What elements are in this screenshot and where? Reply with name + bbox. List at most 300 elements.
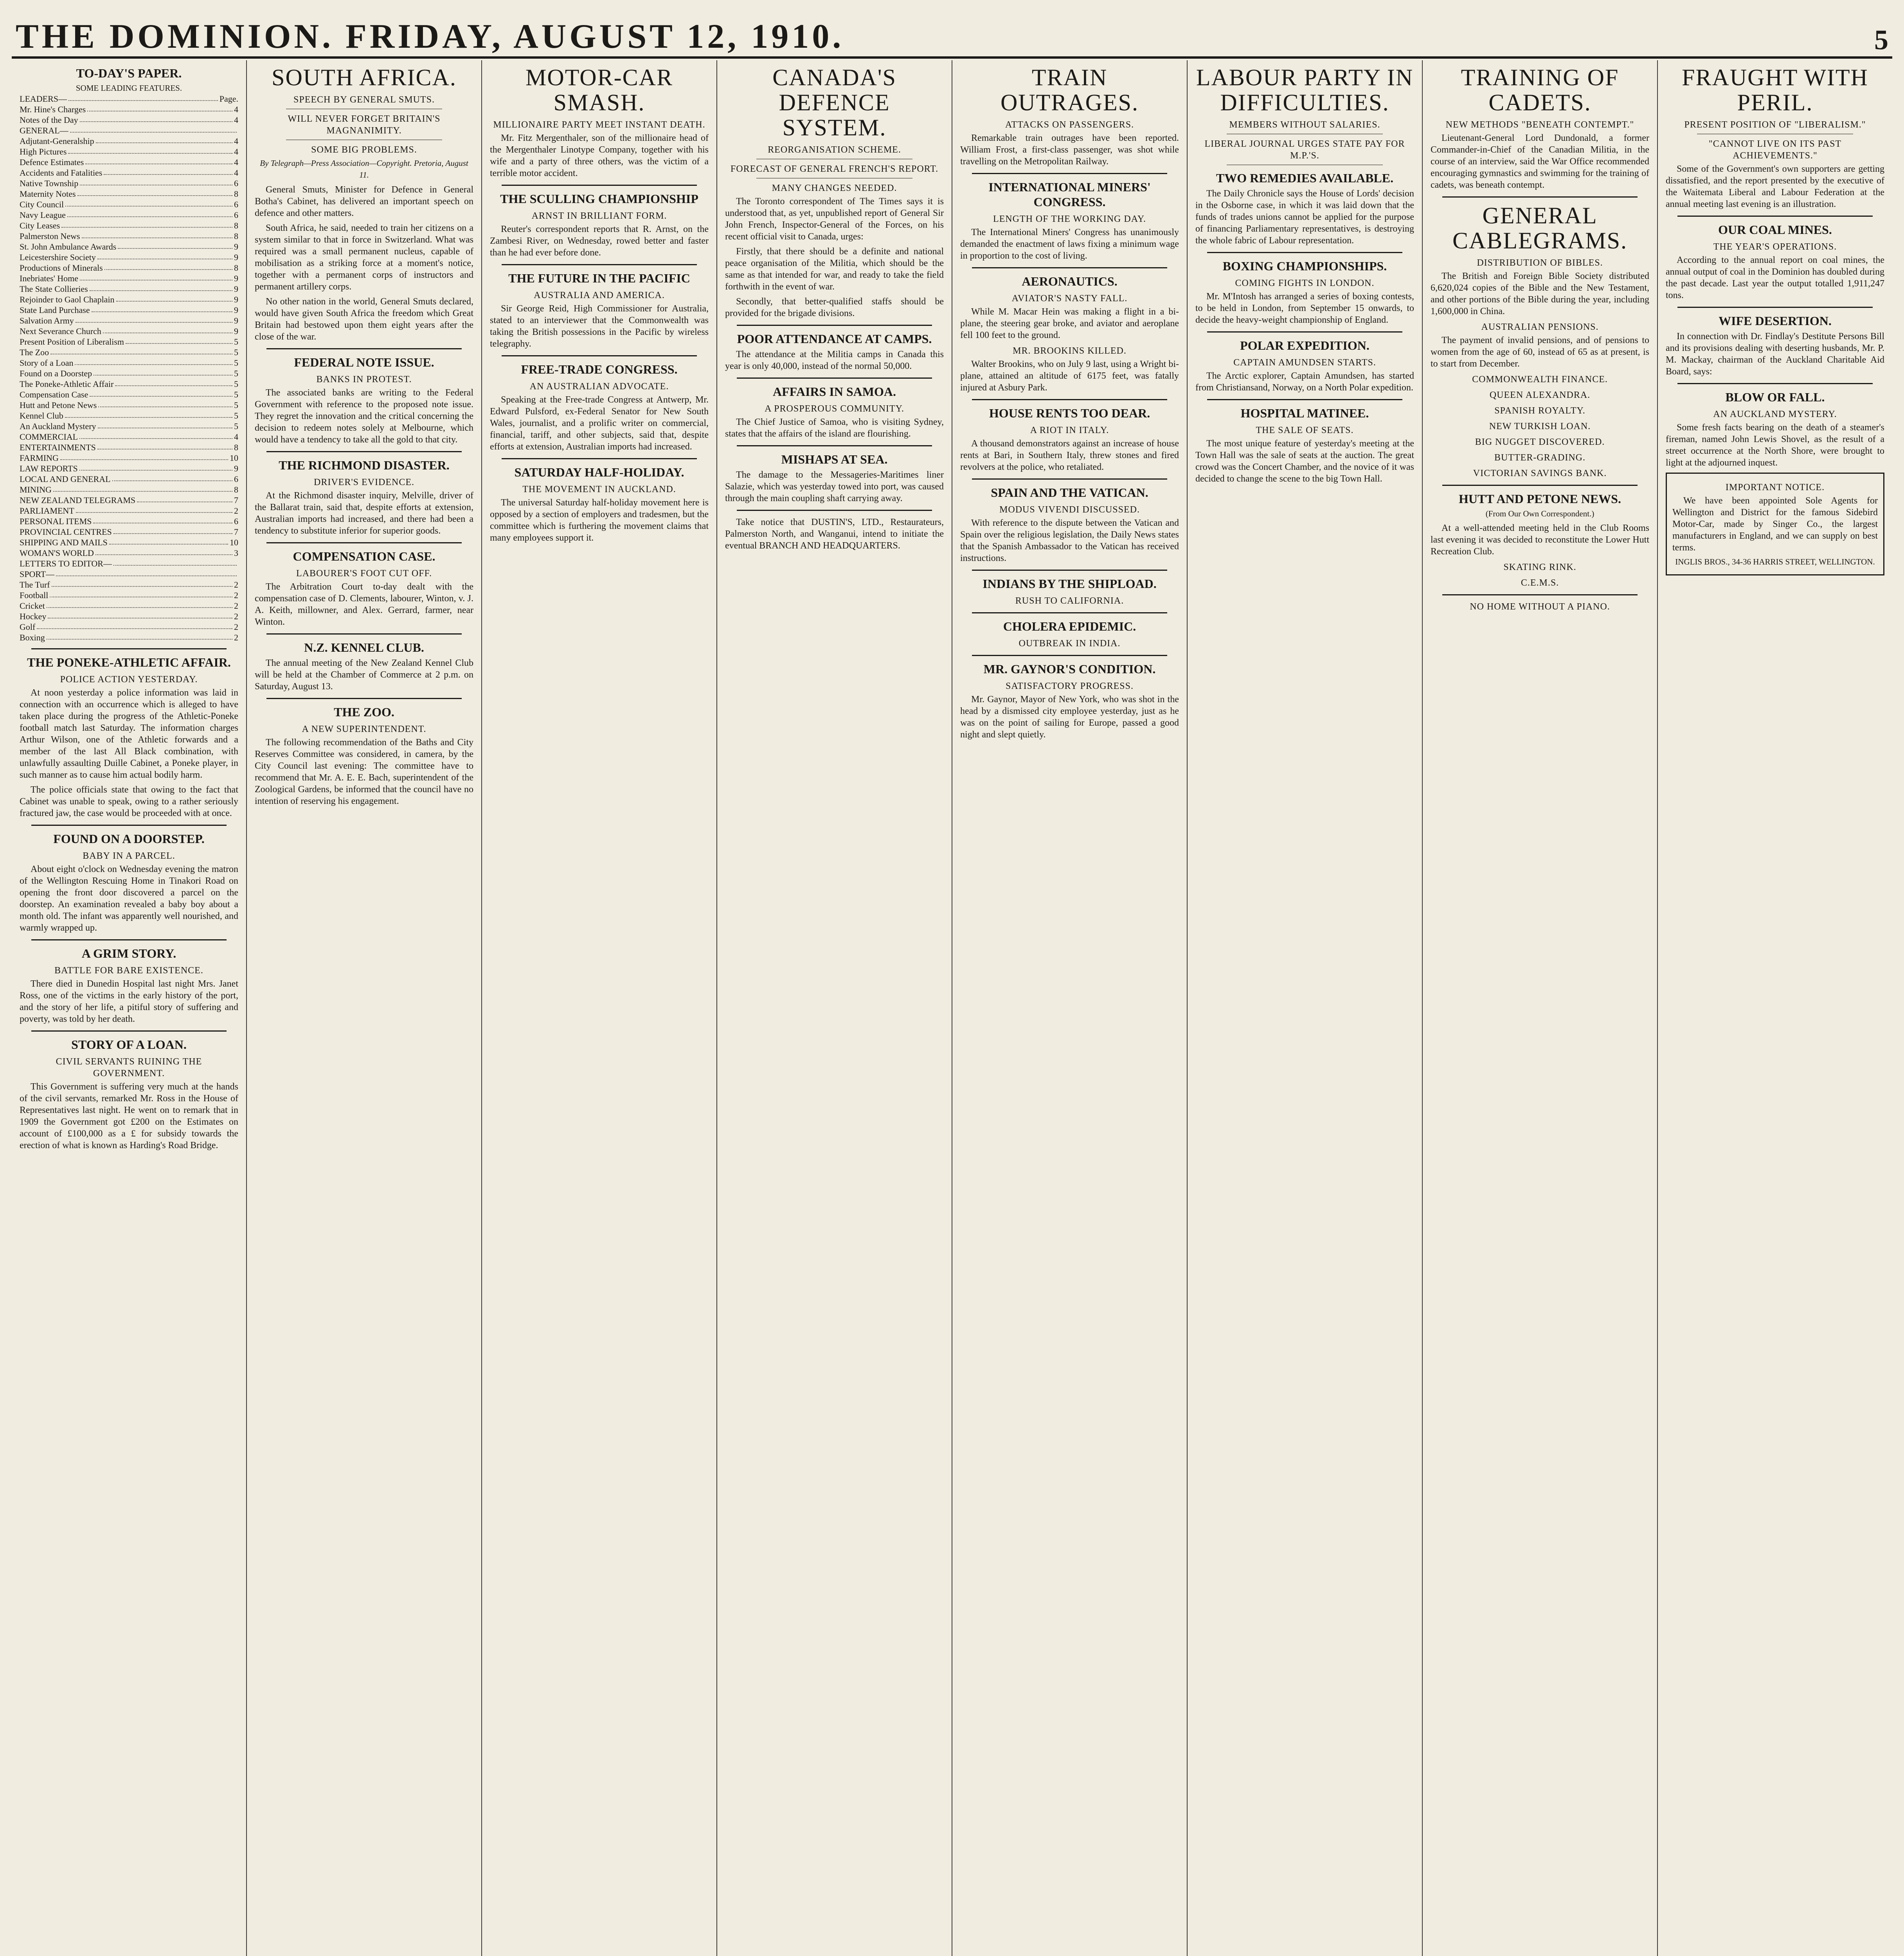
article-paragraph: The payment of invalid pensions, and of pensions to women from the age of 60, instead of 65 as at present, is to start from December. xyxy=(1431,335,1649,369)
leader-dots xyxy=(97,442,232,449)
leader-dots xyxy=(85,157,232,164)
index-item-label: Adjutant-Generalship xyxy=(20,136,94,146)
leader-dots xyxy=(68,93,218,101)
index-item xyxy=(20,537,238,548)
index-item-page: 5 xyxy=(234,379,238,389)
index-item xyxy=(20,189,238,199)
article-subheading: AUSTRALIAN PENSIONS. xyxy=(1481,322,1599,332)
leader-dots xyxy=(97,252,232,259)
article-paragraph: The International Miners' Congress has unanimously demanded the enactment of laws fixing a minimum wage in proportion to the cost of living. xyxy=(960,227,1179,261)
article-subheading: BANKS IN PROTEST. xyxy=(316,374,412,385)
index-item xyxy=(20,358,238,368)
article-paragraph: The following recommendation of the Baths and City Reserves Committee was considered, in camera, by the City Council last evening: The committee have to recommend that Mr. A. E. E. Bach, superintendent of the Zoological Gardens, be informed that the council have no intention of reserving his engagement. xyxy=(255,737,473,806)
index-item xyxy=(20,241,238,252)
index-item-label: An Auckland Mystery xyxy=(20,421,96,431)
divider xyxy=(31,1030,227,1032)
article-paragraph: Some of the Government's own supporters are getting dissatisfied, and the report presented by the executive of the Waitemata Liberal and Labour Federation at the annual meeting last evening is an illustration. xyxy=(1666,164,1884,209)
article-subheading: REORGANISATION SCHEME. xyxy=(768,145,901,155)
article-headline: AFFAIRS IN SAMOA. xyxy=(773,385,896,399)
article-headline: TRAINING OF CADETS. xyxy=(1461,65,1619,115)
article-subheading: MR. BROOKINS KILLED. xyxy=(1013,346,1127,356)
index-item xyxy=(20,600,238,611)
article-paragraph: The police officials state that owing to the fact that Cabinet was unable to speak, owing to a rather seriously fractured jaw, the case would be proceeded with at once. xyxy=(20,785,238,818)
index-item-page: 10 xyxy=(230,453,238,463)
index-item-page: 9 xyxy=(234,316,238,325)
index-item-page: 8 xyxy=(234,263,238,273)
article-subheading: MODUS VIVENDI DISCUSSED. xyxy=(999,505,1140,515)
index-item-label: Hockey xyxy=(20,611,47,621)
divider xyxy=(737,325,932,326)
index-item xyxy=(20,199,238,210)
index-item-page: 9 xyxy=(234,464,238,473)
index-item-page: 5 xyxy=(234,358,238,368)
index-item-page: 2 xyxy=(234,633,238,642)
article-headline: THE ZOO. xyxy=(334,705,394,719)
leader-dots xyxy=(113,558,237,566)
index-item xyxy=(20,611,238,622)
article-subheading: A PROSPEROUS COMMUNITY. xyxy=(765,404,904,414)
article-subheading: SOME BIG PROBLEMS. xyxy=(311,145,417,155)
index-subheading: SOME LEADING FEATURES. xyxy=(76,83,182,93)
index-item xyxy=(20,294,238,305)
divider xyxy=(502,458,697,459)
article-paragraph: There died in Dunedin Hospital last night Mrs. Janet Ross, one of the victims in the early history of the port, and the story of her life, a pitiful story of suffering and poverty, was told by her death. xyxy=(20,979,238,1024)
index-item-label: City Council xyxy=(20,200,64,209)
index-item-page: 6 xyxy=(234,178,238,188)
article-headline: BOXING CHAMPIONSHIPS. xyxy=(1222,259,1387,273)
index-item-page: 4 xyxy=(234,136,238,146)
index-item xyxy=(20,400,238,410)
leader-dots xyxy=(76,315,232,323)
leader-dots xyxy=(70,125,237,133)
article-subheading: BABY IN A PARCEL. xyxy=(83,851,175,861)
index-item-page: 9 xyxy=(234,295,238,304)
article-subheading: OUTBREAK IN INDIA. xyxy=(1019,638,1121,649)
notice-text: We have been appointed Sole Agents for Wellington and District for the famous Sidebird Motor-Car, made by Singer Co., the largest manufacturers in England, and we can supply on best terms. xyxy=(1672,496,1878,553)
index-item-page: 4 xyxy=(234,432,238,442)
article-headline: LABOUR PARTY IN DIFFICULTIES. xyxy=(1196,65,1414,115)
article-subheading: AVIATOR'S NASTY FALL. xyxy=(1011,293,1128,304)
article-subheading: COMING FIGHTS IN LONDON. xyxy=(1235,278,1375,288)
index-item-label: Present Position of Liberalism xyxy=(20,337,124,347)
article-subheading: MEMBERS WITHOUT SALARIES. xyxy=(1229,120,1380,130)
index-item-page: 2 xyxy=(234,611,238,621)
article-headline: HOSPITAL MATINEE. xyxy=(1240,406,1369,420)
leader-dots xyxy=(56,569,237,576)
leader-dots xyxy=(98,421,232,428)
leader-dots xyxy=(92,305,232,312)
advertisement: Take notice that DUSTIN'S, LTD., Restaurateurs, Palmerston North, and Wanganui, intend to initiate the eventual BRANCH AND HEADQUARTERS. xyxy=(725,517,944,551)
article-subheading: BATTLE FOR BARE EXISTENCE. xyxy=(54,965,203,976)
index-item-label: PROVINCIAL CENTRES xyxy=(20,527,112,537)
index-item-page: Page. xyxy=(219,94,238,104)
divider xyxy=(972,570,1167,571)
index-item-page: 4 xyxy=(234,115,238,125)
article-headline: INTERNATIONAL MINERS' CONGRESS. xyxy=(988,180,1151,209)
columns xyxy=(12,60,1892,1956)
article-subheading: A NEW SUPERINTENDENT. xyxy=(302,724,427,734)
index-item-page: 2 xyxy=(234,622,238,632)
index-item xyxy=(20,410,238,421)
column-1 xyxy=(12,60,246,1956)
article-headline: INDIANS BY THE SHIPLOAD. xyxy=(983,577,1157,591)
article-subheading: TWO REMEDIES AVAILABLE. xyxy=(1216,171,1394,185)
index-item-page: 5 xyxy=(234,337,238,347)
article-paragraph: Remarkable train outrages have been reported. William Frost, a first-class passenger, was shot while travelling on the Metropolitan Railway. xyxy=(960,133,1179,167)
index-item xyxy=(20,125,238,136)
article-paragraph: This Government is suffering very much at the hands of the civil servants, remarked Mr. Ross in the House of Representatives last night. He went on to remark that in 1909 the Government got £200 on the Estimates on account of £100,000 as a £ for subsidy towards the erection of what is known as Harding's Road Bridge. xyxy=(20,1082,238,1151)
index-item xyxy=(20,347,238,358)
article-subheading: THE SALE OF SEATS. xyxy=(1256,425,1354,435)
leader-dots xyxy=(95,548,232,555)
column-7 xyxy=(1422,60,1657,1956)
index-item-page: 9 xyxy=(234,242,238,252)
index-item xyxy=(20,463,238,474)
article-paragraph: At a well-attended meeting held in the Club Rooms last evening it was decided to reconstitute the Lower Hutt Recreation Club. xyxy=(1431,523,1649,557)
article-headline: AERONAUTICS. xyxy=(1022,274,1118,288)
divider xyxy=(737,378,932,379)
divider xyxy=(972,655,1167,656)
index-item-label: LAW REPORTS xyxy=(20,464,78,473)
index-item xyxy=(20,326,238,336)
index-item-page: 6 xyxy=(234,516,238,526)
article-paragraph: The Arctic explorer, Captain Amundsen, has started from Christiansand, Norway, on a North Polar expedition. xyxy=(1195,371,1414,393)
divider xyxy=(31,939,227,940)
masthead-title: THE DOMINION. FRIDAY, AUGUST 12, 1910. xyxy=(16,18,844,56)
article-paragraph: The Arbitration Court to-day dealt with the compensation case of D. Clements, labourer, Winton, v. J. A. Keith, millowner, and Alex. Gerrard, farmer, near Winton. xyxy=(255,582,473,627)
index-item-page: 5 xyxy=(234,369,238,378)
index-item-page: 10 xyxy=(230,538,238,547)
leader-dots xyxy=(75,358,232,365)
index-item-label: PERSONAL ITEMS xyxy=(20,516,92,526)
index-item-label: Accidents and Fatalities xyxy=(20,168,103,178)
article-headline: A GRIM STORY. xyxy=(81,946,176,960)
index-item-label: Football xyxy=(20,590,49,600)
article-headline: HUTT AND PETONE NEWS. xyxy=(1459,492,1621,506)
article-paragraph: In connection with Dr. Findlay's Destitute Persons Bill and its provisions dealing with deserting husbands, Mr. P. M. Mackay, chairman of the Auckland Charitable Aid Board, says: xyxy=(1666,331,1884,377)
article-paragraph: Secondly, that better-qualified staffs should be provided for the brigade divisions. xyxy=(725,297,944,318)
divider xyxy=(502,355,697,356)
article-subheading: NEW TURKISH LOAN. xyxy=(1489,421,1591,431)
article-paragraph: Firstly, that there should be a definite and national peace organisation of the Militia, which should be the same as that intended for war, and ready to take the field forthwith in the event of war. xyxy=(725,246,944,292)
divider xyxy=(972,478,1167,480)
article-subheading: QUEEN ALEXANDRA. xyxy=(1489,390,1591,400)
article-subheading: COMMONWEALTH FINANCE. xyxy=(1472,374,1608,385)
index-item xyxy=(20,548,238,558)
article-subheading: DISTRIBUTION OF BIBLES. xyxy=(1477,258,1603,268)
leader-dots xyxy=(93,516,232,523)
index-item xyxy=(20,93,238,104)
leader-dots xyxy=(104,167,232,175)
article-paragraph: At noon yesterday a police information was laid in connection with an occurrence which is alleged to have taken place during the progress of the Athletic-Poneke football match last Saturday. The information charges Arthur Wilson, one of the Athletic forwards and a member of the last All Black combination, with unlawfully assaulting Duille Cabinet, a Poneke player, in such manner as to cause him actual bodily harm. xyxy=(20,688,238,780)
leader-dots xyxy=(37,622,232,629)
article-subheading: SATISFACTORY PROGRESS. xyxy=(1006,681,1134,691)
index-item-page: 3 xyxy=(234,548,238,558)
index-item xyxy=(20,579,238,590)
leader-dots xyxy=(47,600,232,608)
article-paragraph: Some fresh facts bearing on the death of a steamer's fireman, named John Lewis Shovel, as the result of a street occurrence at the North Shore, were brought to light at the adjourned inquest. xyxy=(1666,422,1884,468)
leader-dots xyxy=(60,453,228,460)
divider xyxy=(502,185,697,186)
index-item xyxy=(20,262,238,273)
index-item xyxy=(20,421,238,431)
divider xyxy=(972,612,1167,613)
index-item-label: Hutt and Petone News xyxy=(20,400,97,410)
leader-dots xyxy=(77,189,232,196)
index-item xyxy=(20,442,238,453)
leader-dots xyxy=(47,632,232,640)
divider xyxy=(1207,399,1402,400)
index-item xyxy=(20,146,238,157)
article-headline: SOUTH AFRICA. xyxy=(272,65,457,90)
leader-dots xyxy=(112,474,232,481)
index-item-label: Story of a Loan xyxy=(20,358,74,368)
index-item xyxy=(20,558,238,569)
leader-dots xyxy=(48,611,232,618)
article-paragraph: General Smuts, Minister for Defence in General Botha's Cabinet, has delivered an important speech on defence and other matters. xyxy=(255,185,473,218)
index-item-page: 9 xyxy=(234,284,238,294)
index-item-label: Cricket xyxy=(20,601,45,611)
index-item-page: 9 xyxy=(234,326,238,336)
article-subheading: CAPTAIN AMUNDSEN STARTS. xyxy=(1233,358,1376,368)
index-item xyxy=(20,632,238,643)
article-subheading: RUSH TO CALIFORNIA. xyxy=(1015,596,1124,606)
index-item-page: 6 xyxy=(234,200,238,209)
article-paragraph: The universal Saturday half-holiday movement here is opposed by a section of employers and tradesmen, but the committee which is furthering the movement claims that many employees support it. xyxy=(490,498,709,543)
article-subheading: SKATING RINK. xyxy=(1503,562,1576,572)
index-item xyxy=(20,453,238,463)
leader-dots xyxy=(115,379,232,386)
leader-dots xyxy=(87,104,232,111)
index-item xyxy=(20,505,238,516)
article-headline: FEDERAL NOTE ISSUE. xyxy=(294,355,434,369)
divider xyxy=(31,825,227,826)
index-item-label: Palmerston News xyxy=(20,231,80,241)
index-item-label: The Zoo xyxy=(20,347,49,357)
index-item-label: Productions of Minerals xyxy=(20,263,103,273)
index-item xyxy=(20,252,238,262)
index-item-label: Native Township xyxy=(20,178,79,188)
index-item-label: WOMAN'S WORLD xyxy=(20,548,94,558)
index-item-label: COMMERCIAL xyxy=(20,432,78,442)
index-item-label: Inebriates' Home xyxy=(20,273,78,283)
leader-dots xyxy=(116,294,232,302)
index-item-page: 8 xyxy=(234,442,238,452)
index-item-label: LETTERS TO EDITOR— xyxy=(20,559,112,568)
index-item-page: 9 xyxy=(234,305,238,315)
page-number: 5 xyxy=(1874,24,1888,56)
leader-dots xyxy=(50,590,232,597)
divider xyxy=(972,267,1167,268)
article-headline: POLAR EXPEDITION. xyxy=(1240,338,1370,352)
article-paragraph: Mr. M'Intosh has arranged a series of boxing contests, to be held in London, from September 15 onwards, to decide the heavy-weight championship of England. xyxy=(1195,291,1414,325)
leader-dots xyxy=(126,336,232,344)
leader-dots xyxy=(65,410,232,418)
article-headline: FREE-TRADE CONGRESS. xyxy=(521,362,678,376)
article-headline: POOR ATTENDANCE AT CAMPS. xyxy=(737,332,932,346)
leader-dots xyxy=(137,495,232,502)
article-paragraph: With reference to the dispute between the Vatican and Spain over the religious legislation, the Daily News states that the Spanish Ambassador to the Vatican has received instructions. xyxy=(960,518,1179,563)
leader-dots xyxy=(90,389,232,397)
divider xyxy=(502,264,697,265)
article-subheading: DRIVER'S EVIDENCE. xyxy=(314,477,414,487)
index-item-label: ENTERTAINMENTS xyxy=(20,442,96,452)
index-item-label: LEADERS— xyxy=(20,94,67,104)
leader-dots xyxy=(98,400,232,407)
column-6 xyxy=(1187,60,1422,1956)
index-item-label: Salvation Army xyxy=(20,316,74,325)
leader-dots xyxy=(52,579,232,587)
index-item-label: St. John Ambulance Awards xyxy=(20,242,117,252)
divider xyxy=(1207,331,1402,333)
article-subheading: THE MOVEMENT IN AUCKLAND. xyxy=(522,484,676,494)
column-5 xyxy=(952,60,1187,1956)
article-paragraph: No other nation in the world, General Smuts declared, would have given South Africa the freedom which Great Britain had bestowed upon them eight years after the close of the war. xyxy=(255,297,473,342)
index-item xyxy=(20,431,238,442)
divider xyxy=(972,399,1167,400)
index-item xyxy=(20,590,238,600)
article-paragraph: Speaking at the Free-trade Congress at Antwerp, Mr. Edward Pulsford, ex-Federal Senator for New South Wales, journalist, and a prolific writer on commercial, financial, tariff, and other subjects, said that, despite efforts at extension, Australian imports had increased. xyxy=(490,395,709,452)
divider xyxy=(1207,252,1402,253)
masthead xyxy=(12,12,1892,59)
important-notice xyxy=(1666,473,1884,575)
index-item-page: 8 xyxy=(234,485,238,494)
index-item-page: 8 xyxy=(234,231,238,241)
index-item xyxy=(20,231,238,241)
article-subheading: LIBERAL JOURNAL URGES STATE PAY FOR M.P.'S. xyxy=(1204,139,1405,161)
index-item-page: 4 xyxy=(234,157,238,167)
article-headline: MISHAPS AT SEA. xyxy=(781,452,888,466)
article-headline: THE RICHMOND DISASTER. xyxy=(279,458,450,472)
article-headline: MOTOR-CAR SMASH. xyxy=(525,65,673,115)
index-item xyxy=(20,527,238,537)
index-item-label: GENERAL— xyxy=(20,126,68,135)
article-headline: N.Z. KENNEL CLUB. xyxy=(304,640,424,654)
leader-dots xyxy=(76,505,232,513)
article-subheading: BUTTER-GRADING. xyxy=(1494,453,1585,463)
article-headline: CHOLERA EPIDEMIC. xyxy=(1003,619,1136,633)
leader-dots xyxy=(90,284,232,291)
index-item-page: 2 xyxy=(234,506,238,516)
leader-dots xyxy=(50,347,232,354)
leader-dots xyxy=(118,241,232,249)
index-item-label: Kennel Club xyxy=(20,411,63,421)
index-item xyxy=(20,210,238,220)
article-paragraph: Lieutenant-General Lord Dundonald, a former Commander-in-Chief of the Canadian Militia, in the course of an interview, said the War Office recommended encouraging gymnastics and swimming for the training of cadets, was beneath contempt. xyxy=(1431,133,1649,190)
index-item-label: The State Collieries xyxy=(20,284,88,294)
article-paragraph: Sir George Reid, High Commissioner for Australia, stated to an interviewer that the Commonwealth was taking the British possessions in the Pacific by wireless telegraphy. xyxy=(490,304,709,349)
article-headline: STORY OF A LOAN. xyxy=(71,1037,187,1052)
index-item-page: 5 xyxy=(234,400,238,410)
divider xyxy=(1677,383,1873,384)
article-headline: FRAUGHT WITH PERIL. xyxy=(1682,65,1868,115)
article-subheading: VICTORIAN SAVINGS BANK. xyxy=(1473,468,1607,478)
index-item xyxy=(20,379,238,389)
index-item xyxy=(20,305,238,315)
article-subheading: WILL NEVER FORGET BRITAIN'S MAGNANIMITY. xyxy=(288,114,441,136)
byline: (From Our Own Correspondent.) xyxy=(1485,509,1594,518)
index-item-label: City Leases xyxy=(20,221,60,230)
article-headline: THE FUTURE IN THE PACIFIC xyxy=(508,271,690,285)
dateline: By Telegraph—Press Association—Copyright. Pretoria, August 11. xyxy=(260,158,468,180)
divider xyxy=(31,648,227,649)
index-item-label: Notes of the Day xyxy=(20,115,78,125)
index-item-label: High Pictures xyxy=(20,147,67,156)
index-item xyxy=(20,484,238,495)
divider xyxy=(1442,485,1638,486)
article-subheading: SPEECH BY GENERAL SMUTS. xyxy=(293,95,435,105)
article-paragraph: The most unique feature of yesterday's meeting at the Town Hall was the sale of seats at the auction. The great crowd was the Concert Chamber, and the novice of it was decided to change the scene to the big Town Hall. xyxy=(1195,439,1414,484)
article-subheading: CIVIL SERVANTS RUINING THE GOVERNMENT. xyxy=(56,1057,202,1079)
divider xyxy=(1442,196,1638,198)
index-item-page: 7 xyxy=(234,527,238,537)
index-item-label: Maternity Notes xyxy=(20,189,76,199)
index-item-page: 4 xyxy=(234,104,238,114)
index-item-label: State Land Purchase xyxy=(20,305,90,315)
article-paragraph: The associated banks are writing to the Federal Government with reference to the proposed note issue. They regret the innovation and the critical concerning the decision to redeem notes solely at Melbourne, which would have a tendency to take all the gold to that city. xyxy=(255,388,473,445)
index-item xyxy=(20,115,238,125)
leader-dots xyxy=(61,220,232,228)
leader-dots xyxy=(80,178,232,185)
article-paragraph: The annual meeting of the New Zealand Kennel Club will be held at the Chamber of Commerce at 2 p.m. on Saturday, August 13. xyxy=(255,658,473,692)
divider xyxy=(266,348,462,349)
advertisement-heading: NO HOME WITHOUT A PIANO. xyxy=(1470,602,1610,612)
article-headline: TRAIN OUTRAGES. xyxy=(1000,65,1139,115)
index-item-label: Next Severance Church xyxy=(20,326,101,336)
index-item-label: The Turf xyxy=(20,580,50,590)
index-item xyxy=(20,273,238,284)
index-item xyxy=(20,516,238,527)
index-item-label: The Poneke-Athletic Affair xyxy=(20,379,114,389)
article-paragraph: Mr. Gaynor, Mayor of New York, who was shot in the head by a dismissed city employee yesterday, just as he was on the point of sailing for Europe, passed a good night and slept quietly. xyxy=(960,694,1179,740)
index-item-label: LOCAL AND GENERAL xyxy=(20,474,111,484)
divider xyxy=(266,698,462,699)
article-subheading: MILLIONAIRE PARTY MEET INSTANT DEATH. xyxy=(493,120,705,130)
leader-dots xyxy=(68,146,232,154)
index-item xyxy=(20,178,238,189)
article-headline: SPAIN AND THE VATICAN. xyxy=(991,485,1148,500)
index-item-label: Navy League xyxy=(20,210,66,220)
article-subheading: SPANISH ROYALTY. xyxy=(1494,406,1585,416)
index-item-label: SPORT— xyxy=(20,569,55,579)
index-item-label: Rejoinder to Gaol Chaplain xyxy=(20,295,115,304)
divider xyxy=(737,510,932,511)
article-paragraph: Mr. Fitz Mergenthaler, son of the millionaire head of the Mergenthaler Linotype Company, together with his wife and a party of three others, was the victim of a terrible motor accident. xyxy=(490,133,709,178)
column-4 xyxy=(716,60,952,1956)
index-item-label: Leicestershire Society xyxy=(20,252,96,262)
leader-dots xyxy=(79,431,232,439)
index-item-page: 9 xyxy=(234,273,238,283)
article-subheading: A RIOT IN ITALY. xyxy=(1030,425,1109,435)
divider xyxy=(266,451,462,452)
divider xyxy=(266,542,462,543)
article-subheading: FORECAST OF GENERAL FRENCH'S REPORT. xyxy=(730,164,939,174)
article-paragraph: The Daily Chronicle says the House of Lords' decision in the Osborne case, in which it was laid down that the funds of trades unions cannot be applied for the purpose of financing Parliamentary representatives, is destroying the whole fabric of Labour representation. xyxy=(1195,189,1414,246)
column-3 xyxy=(481,60,716,1956)
article-subheading: MANY CHANGES NEEDED. xyxy=(772,183,897,193)
article-subheading: THE YEAR'S OPERATIONS. xyxy=(1713,242,1837,252)
article-paragraph: Walter Brookins, who on July 9 last, using a Wright bi-plane, attained an altitude of 6175 feet, was fatally injured at Asbury Park. xyxy=(960,359,1179,393)
index-item xyxy=(20,284,238,294)
index-item-label: Defence Estimates xyxy=(20,157,84,167)
article-paragraph: At the Richmond disaster inquiry, Melville, driver of the Ballarat train, said that, despite efforts at extension, Australian imports had increased, and there had been a tendency to substitute inferior for superior goods. xyxy=(255,491,473,536)
index-item-page: 6 xyxy=(234,210,238,220)
article-paragraph: According to the annual report on coal mines, the annual output of coal in the Dominion has doubled during the past decade. Last year the output totalled 1,911,247 tons. xyxy=(1666,255,1884,300)
leader-dots xyxy=(80,115,232,122)
index-item-label: FARMING xyxy=(20,453,59,463)
article-subheading: NEW METHODS "BENEATH CONTEMPT." xyxy=(1445,120,1634,130)
article-headline: THE SCULLING CHAMPIONSHIP xyxy=(500,192,698,206)
